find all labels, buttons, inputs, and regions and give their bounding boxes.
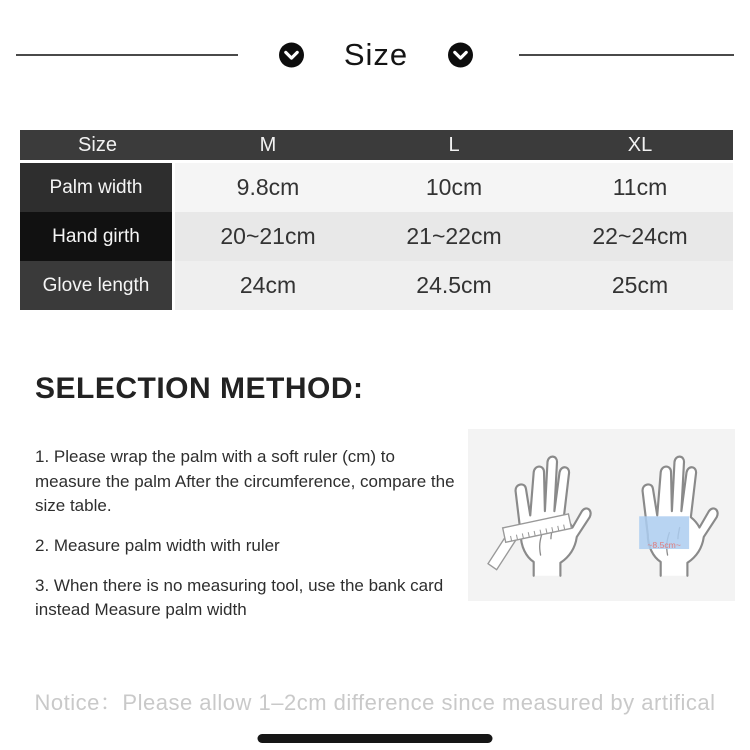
column-header-size: Size bbox=[20, 130, 175, 163]
row-label-palm-width: Palm width bbox=[20, 163, 175, 212]
chevron-down-icon bbox=[279, 42, 304, 68]
notice-prefix: Notice： bbox=[34, 689, 123, 715]
instruction-steps bbox=[35, 429, 455, 638]
size-value: 21~22cm bbox=[361, 212, 547, 261]
instruction-step-2: 2. Measure palm width with ruler bbox=[35, 535, 280, 555]
size-value: 22~24cm bbox=[547, 212, 733, 261]
instruction-step-1: 1. Please wrap the palm with a soft ruler (cm) to measure the palm After the circumference, compare the size table. bbox=[35, 447, 455, 516]
column-header-m: M bbox=[175, 130, 361, 163]
notice-line bbox=[0, 686, 750, 717]
selection-method-heading: SELECTION METHOD: bbox=[35, 372, 364, 405]
size-value: 20~21cm bbox=[175, 212, 361, 261]
size-value: 24cm bbox=[175, 261, 361, 310]
instruction-step-3: 3. When there is no measuring tool, use the bank card instead Measure palm width bbox=[35, 575, 444, 620]
column-header-xl: XL bbox=[547, 130, 733, 163]
size-value: 24.5cm bbox=[361, 261, 547, 310]
notice-text: Please allow 1–2cm difference since measured by artifical bbox=[122, 689, 716, 715]
size-value: 11cm bbox=[547, 163, 733, 212]
bottom-divider-bar bbox=[258, 734, 493, 743]
hands-illustration-panel bbox=[468, 429, 735, 601]
size-value: 10cm bbox=[361, 163, 547, 212]
chevron-down-icon bbox=[448, 42, 473, 68]
size-table bbox=[20, 130, 733, 310]
decor-line-left bbox=[16, 54, 238, 56]
size-value: 9.8cm bbox=[175, 163, 361, 212]
hand-ruler-illustration bbox=[482, 447, 594, 583]
decor-line-right bbox=[519, 54, 734, 56]
row-label-glove-length: Glove length bbox=[20, 261, 175, 310]
selection-content bbox=[0, 429, 750, 638]
size-section-header bbox=[0, 0, 750, 70]
measurement-label: ~8.5cm~ bbox=[647, 540, 681, 551]
column-header-l: L bbox=[361, 130, 547, 163]
hand-card-illustration bbox=[609, 447, 721, 583]
size-value: 25cm bbox=[547, 261, 733, 310]
size-title: Size bbox=[343, 37, 409, 72]
row-label-hand-girth: Hand girth bbox=[20, 212, 175, 261]
